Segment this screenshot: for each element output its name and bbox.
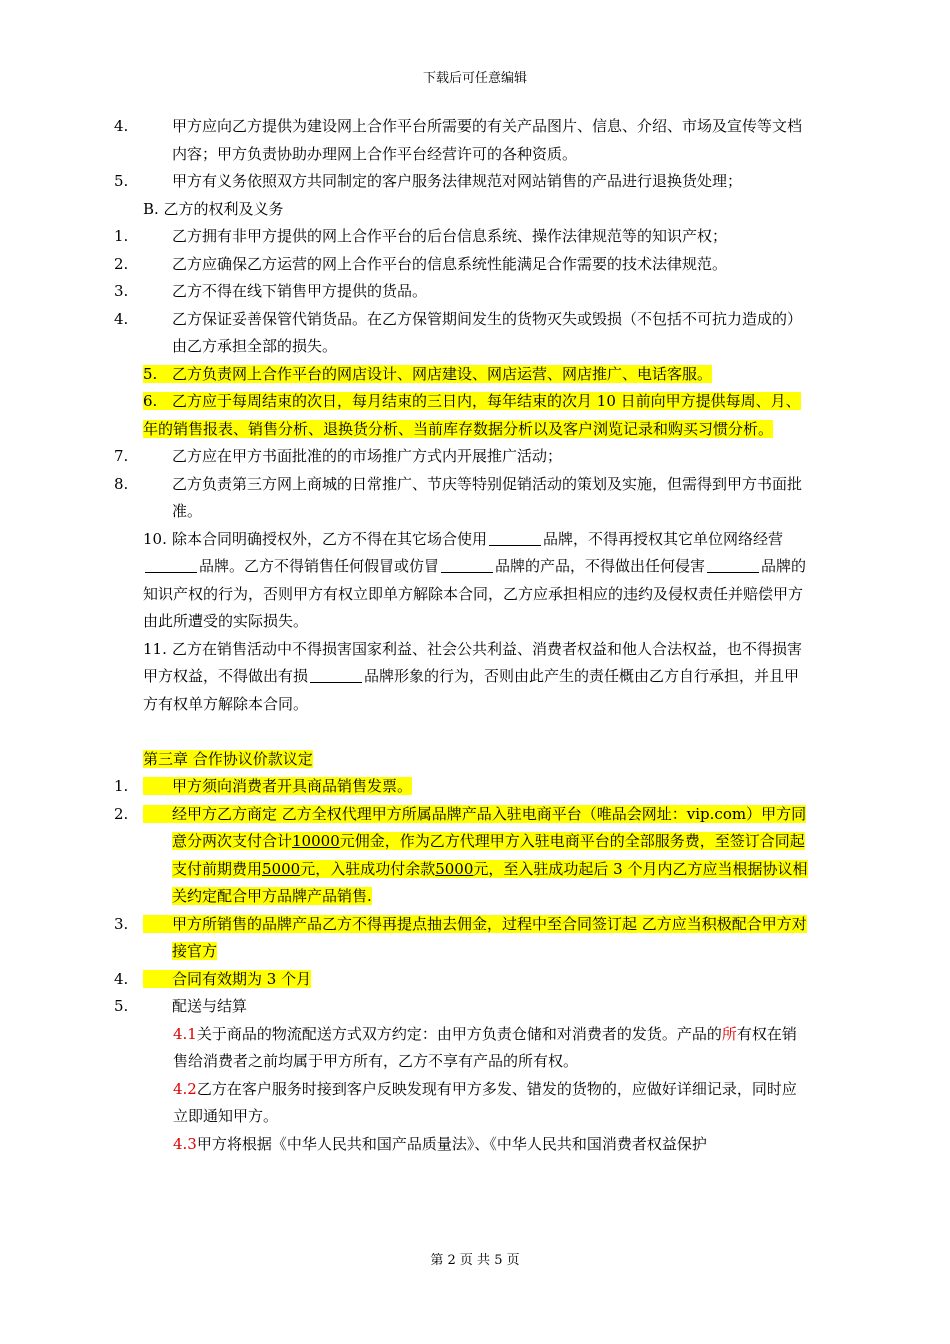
page-footer: 第 2 页 共 5 页 bbox=[430, 1253, 520, 1268]
section-b-title: B. 乙方的权利及义务 bbox=[143, 199, 284, 218]
clause-c5: 5. 配送与结算 bbox=[114, 997, 248, 1015]
spacer bbox=[143, 718, 808, 746]
brand-blank bbox=[489, 529, 541, 546]
sub-clause-4-3: 4.3甲方将根据《中华人民共和国产品质量法》、《中华人民共和国消费者权益保护 bbox=[173, 1134, 707, 1153]
clause-b11: 11. 乙方在销售活动中不得损害国家利益、社会公共利益、消费者权益和他人合法权益，也不得损害甲方权益，不得做出有损 品牌形象的行为，否则由此产生的责任概由乙方自行承担，并且甲方有权单方解除本合同。 bbox=[143, 639, 803, 713]
brand-blank bbox=[707, 556, 759, 573]
sub-clause-4-2: 4.2乙方在客户服务时接到客户反映发现有甲方多发、错发的货物的，应做好详细记录，同时应立即通知甲方。 bbox=[173, 1079, 797, 1125]
clause-b10: 10. 除本合同明确授权外，乙方不得在其它场合使用 品牌，不得再授权其它单位网络经营品牌。乙方不得销售任何假冒或仿冒 品牌的产品，不得做出任何侵害 品牌的知识产权的行为，否则甲方有权立即单方解除本合同，乙方应承担相应的违约及侵权责任并赔偿甲方由此所遭受的实际损失。 bbox=[143, 529, 807, 630]
sub-clause-4-1: 4.1关于商品的物流配送方式双方约定：由甲方负责仓储和对消费者的发货。产品的所有权在销售给消费者之前均属于甲方所有，乙方不享有产品的所有权。 bbox=[173, 1024, 797, 1070]
clause-b4: 4. 乙方保证妥善保管代销货品。在乙方保管期间发生的货物灭失或毁损（不包括不可抗力造成的）由乙方承担全部的损失。 bbox=[114, 309, 803, 355]
page-header: 下载后可任意编辑 bbox=[422, 71, 527, 86]
clause-b6: 6. 乙方应于每周结束的次日，每月结束的三日内，每年结束的次月 10 日前向甲方提供每周、月、年的销售报表、销售分析、退换货分析、当前库存数据分析以及客户浏览记录和购买习惯分析。 bbox=[143, 392, 801, 438]
clause-a4: 4. 甲方应向乙方提供为建设网上合作平台所需要的有关产品图片、信息、介绍、市场及宣传等文档内容；甲方负责协助办理网上合作平台经营许可的各种资质。 bbox=[114, 117, 803, 163]
clause-b1: 1. 乙方拥有非甲方提供的网上合作平台的后台信息系统、操作法律规范等的知识产权； bbox=[114, 227, 728, 245]
amount-deposit: 5000 bbox=[262, 859, 301, 878]
amount-total: 10000 bbox=[292, 832, 340, 850]
document-body bbox=[114, 113, 808, 1158]
clause-b5: 5. 乙方负责网上合作平台的网店设计、网店建设、网店运营、网店推广、电话客服。 bbox=[143, 364, 713, 383]
clause-b2: 2. 乙方应确保乙方运营的网上合作平台的信息系统性能满足合作需要的技术法律规范。 bbox=[114, 254, 728, 273]
amount-balance: 5000 bbox=[435, 859, 474, 878]
brand-blank bbox=[310, 666, 362, 683]
clause-b3: 3. 乙方不得在线下销售甲方提供的货品。 bbox=[114, 282, 428, 300]
brand-blank bbox=[145, 556, 197, 573]
brand-blank bbox=[441, 556, 493, 573]
clause-c4: 4. 合同有效期为 3 个月 bbox=[114, 969, 312, 988]
clause-c1: 1. 甲方须向消费者开具商品销售发票。 bbox=[114, 777, 413, 795]
clause-b7: 7. 乙方应在甲方书面批准的的市场推广方式内开展推广活动； bbox=[114, 447, 563, 465]
clause-a5: 5. 甲方有义务依照双方共同制定的客户服务法律规范对网站销售的产品进行退换货处理； bbox=[114, 172, 743, 190]
clause-b8: 8. 乙方负责第三方网上商城的日常推广、节庆等特别促销活动的策划及实施，但需得到甲方书面批准。 bbox=[114, 474, 803, 520]
clause-c2: 2. 经甲方乙方商定 乙方全权代理甲方所属品牌产品入驻电商平台（唯品会网址：vip.com）甲方同意分两次支付合计10000元佣金，作为乙方代理甲方入驻电商平台的全部服务费，至签订合同起支付前期费用5000元，入驻成功付余款5000元，至入驻成功起后 3 个月内乙方应当根据协议相关约定配合甲方品牌产品销售. bbox=[114, 804, 808, 905]
chapter3-title: 第三章 合作协议价款议定 bbox=[143, 749, 313, 768]
clause-c3: 3. 甲方所销售的品牌产品乙方不得再提点抽去佣金，过程中至合同签订起 乙方应当积极配合甲方对接官方 bbox=[114, 914, 807, 960]
